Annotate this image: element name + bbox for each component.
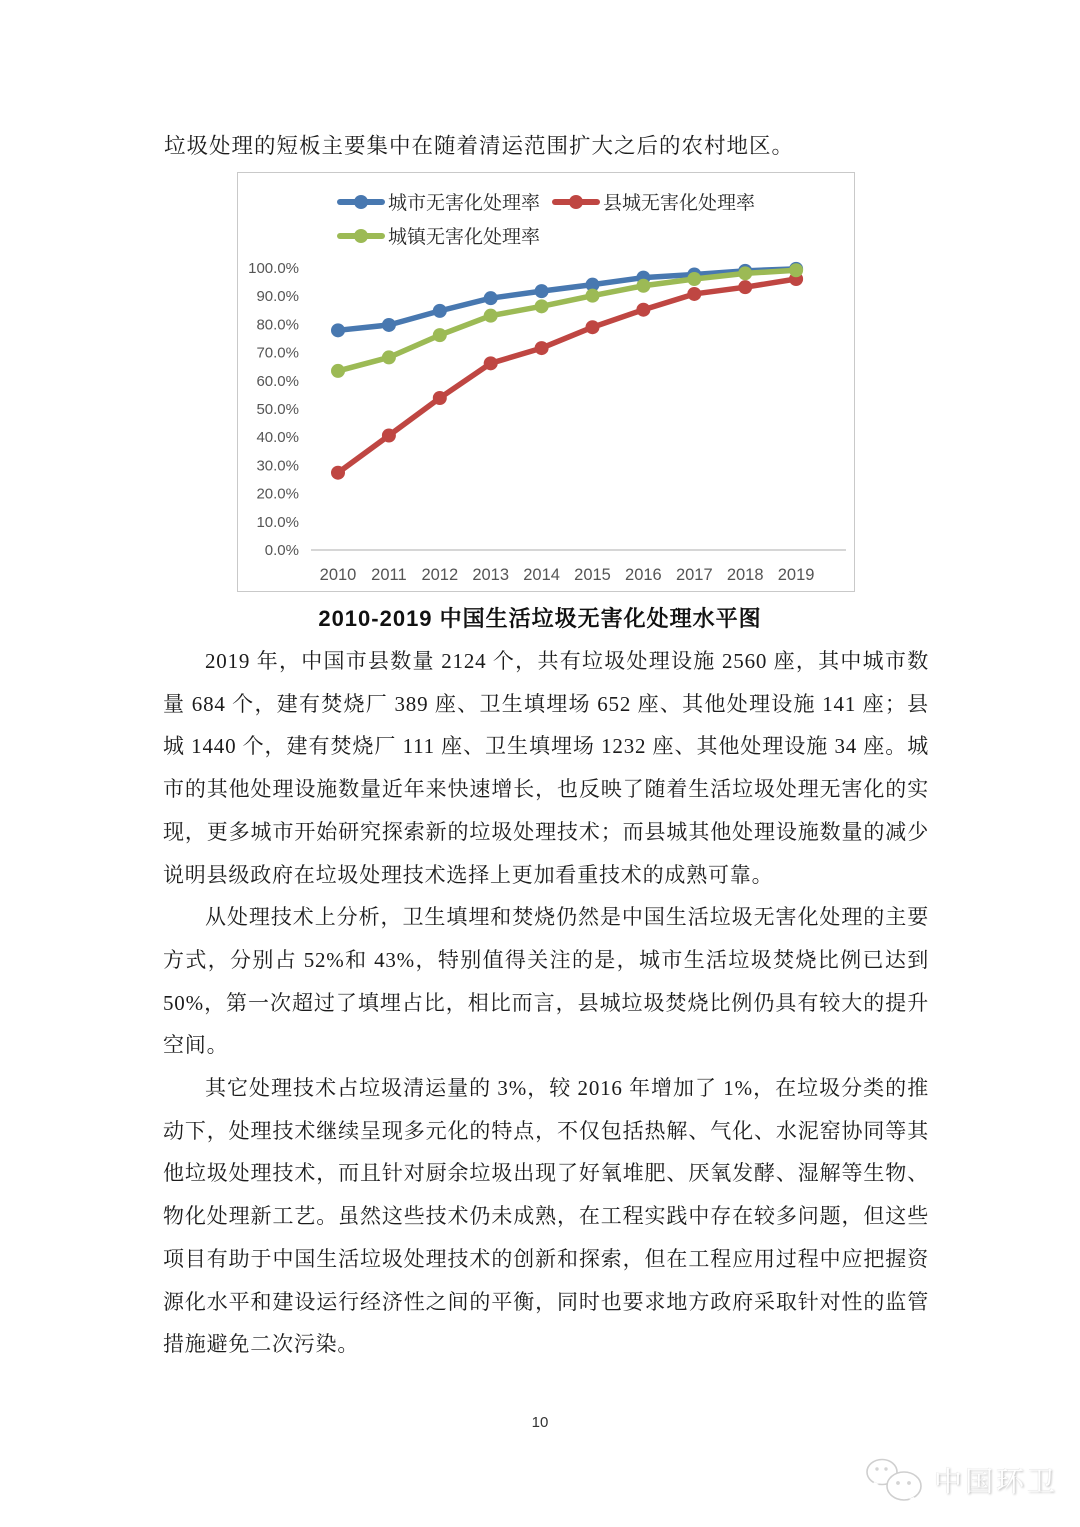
intro-paragraph: 垃圾处理的短板主要集中在随着清运范围扩大之后的农村地区。 xyxy=(164,134,795,158)
svg-text:2016: 2016 xyxy=(625,566,662,584)
svg-text:2012: 2012 xyxy=(421,566,459,584)
svg-text:2014: 2014 xyxy=(523,566,560,584)
svg-text:70.0%: 70.0% xyxy=(256,344,299,362)
wechat-bubbles-icon xyxy=(864,1456,926,1504)
svg-text:2011: 2011 xyxy=(371,566,407,584)
svg-text:30.0%: 30.0% xyxy=(256,457,299,475)
svg-text:50.0%: 50.0% xyxy=(256,401,299,418)
county-series-marker-icon xyxy=(552,194,600,210)
svg-text:2010: 2010 xyxy=(319,566,357,584)
line-chart-container xyxy=(237,172,855,592)
body-text-block xyxy=(163,640,929,1366)
svg-text:2019: 2019 xyxy=(777,566,815,584)
svg-text:90.0%: 90.0% xyxy=(256,288,299,306)
legend-item-county xyxy=(552,188,755,215)
city-series-marker-icon xyxy=(337,194,385,210)
paragraph-other-technologies: 其它处理技术占垃圾清运量的 3%，较 2016 年增加了 1%，在垃圾分类的推动下，处理技术继续呈现多元化的特点，不仅包括热解、气化、水泥窑协同等其他垃圾处理技术，而且针对厨余垃圾出现了好氧堆肥、厌氧发酵、湿解等生物、物化处理新工艺。虽然这些技术仍未成熟，在工程实践中存在较多问题，但这些项目有助于中国生活垃圾处理技术的创新和探索，但在工程应用过程中应把握资源化水平和建设运行经济性之间的平衡，同时也要求地方政府采取针对性的监管措施避免二次污染。 xyxy=(163,1076,929,1357)
svg-text:100.0%: 100.0% xyxy=(248,260,299,277)
svg-text:0.0%: 0.0% xyxy=(264,542,299,559)
legend-label-county: 县城无害化处理率 xyxy=(603,193,756,214)
chart-caption: 2010-2019 中国生活垃圾无害化处理水平图 xyxy=(318,606,762,631)
svg-text:60.0%: 60.0% xyxy=(256,372,299,390)
svg-text:2015: 2015 xyxy=(574,566,611,584)
svg-text:10.0%: 10.0% xyxy=(256,513,299,531)
legend-item-town xyxy=(337,222,540,249)
chart-legend xyxy=(238,188,854,249)
svg-text:40.0%: 40.0% xyxy=(256,429,299,447)
svg-text:2018: 2018 xyxy=(726,566,764,584)
svg-text:20.0%: 20.0% xyxy=(256,485,299,503)
svg-text:80.0%: 80.0% xyxy=(256,316,299,334)
svg-text:2013: 2013 xyxy=(472,566,510,584)
legend-item-city xyxy=(337,188,540,215)
watermark xyxy=(864,1452,1058,1508)
town-series-marker-icon xyxy=(337,228,385,244)
svg-text:2017: 2017 xyxy=(675,566,713,584)
paragraph-technology-share: 从处理技术上分析，卫生填埋和焚烧仍然是中国生活垃圾无害化处理的主要方式，分别占 52%和 43%，特别值得关注的是，城市生活垃圾焚烧比例已达到 50%，第一次超过了填埋占比，相比而言，县城垃圾焚烧比例仍具有较大的提升空间。 xyxy=(163,905,929,1058)
watermark-label: 中国环卫 xyxy=(933,1466,1058,1497)
paragraph-facilities: 2019 年，中国市县数量 2124 个，共有垃圾处理设施 2560 座，其中城市数量 684 个，建有焚烧厂 389 座、卫生填埋场 652 座、其他处理设施 141 座；县城 1440 个，建有焚烧厂 111 座、卫生填埋场 1232 座、其他处理设施 34 座。城市的其他处理设施数量近年来快速增长，也反映了随着生活垃圾处理无害化的实现，更多城市开始研究探索新的垃圾处理技术；而县城其他处理设施数量的减少说明县级政府在垃圾处理技术选择上更加看重技术的成熟可靠。 xyxy=(163,649,929,887)
page-number: 10 xyxy=(531,1414,549,1431)
legend-label-city: 城市无害化处理率 xyxy=(387,193,540,214)
legend-label-town: 城镇无害化处理率 xyxy=(387,227,540,248)
